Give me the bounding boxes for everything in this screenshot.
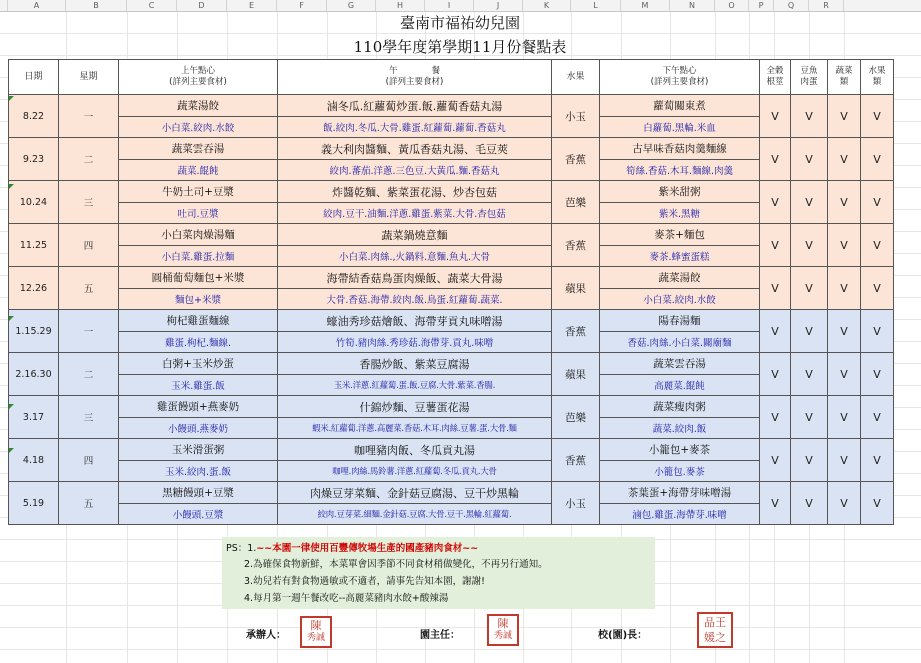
lunch-ingredients: 玉米.洋蔥.紅蘿蔔.蛋.飯.豆腐.大骨.紫菜.香腸. [278,375,552,396]
menu-row [9,396,894,418]
header-weekday: 星期 [59,60,119,95]
lunch-dish: 炸醬乾麵、紫菜蛋花湯、炒杏包菇 [278,181,552,203]
grid-line [0,649,921,650]
principal-seal: 品王 媛之 [697,612,733,648]
lunch-ingredients: 絞肉.蕃茄.洋蔥.三色豆.大黃瓜.麵.香菇丸 [278,160,552,181]
date-cell: 3.17 [9,396,59,439]
fruit-group-check: V [861,396,894,439]
am-snack-ingredients: 玉米.絞肉.蛋.飯 [119,461,278,482]
lunch-ingredients: 飯.絞肉.冬瓜.大骨.雞蛋.紅蘿蔔.蘿蔔.香菇丸 [278,117,552,138]
column-header-o[interactable]: O [715,0,749,11]
comment-marker-icon [9,404,14,409]
pm-snack-ingredients: 麥茶.蜂蜜蛋糕 [600,246,760,267]
header-fruit-group: 水果 類 [861,60,894,95]
weekday-cell: 二 [59,353,119,396]
weekday-cell: 一 [59,310,119,353]
fruit-cell: 芭樂 [552,396,600,439]
grains-check: V [760,482,791,525]
fruit-group-check: V [861,353,894,396]
grains-check: V [760,353,791,396]
column-header-p[interactable]: P [749,0,774,11]
grains-check: V [760,181,791,224]
grains-check: V [760,95,791,138]
pm-snack-ingredients: 白蘿蔔.黑輪.米血 [600,117,760,138]
am-snack-dish: 枸杞雞蛋麵線 [119,310,278,332]
date-cell: 9.23 [9,138,59,181]
weekday-cell: 二 [59,138,119,181]
menu-row [9,181,894,203]
am-snack-ingredients: 小饅頭.燕麥奶 [119,418,278,439]
protein-check: V [791,138,828,181]
menu-row [9,439,894,461]
am-snack-ingredients: 蔬菜.餛飩 [119,160,278,181]
lunch-ingredients: 咖哩.肉絲.馬鈴薯.洋蔥.紅蘿蔔.冬瓜.貢丸.大骨 [278,461,552,482]
column-header-i[interactable]: I [425,0,474,11]
note-2: 2.為確保食物新鮮，本菜單會因季節不同食材稍做變化，不再另行通知。 [244,559,548,570]
pm-snack-ingredients: 紫米.黑糖 [600,203,760,224]
protein-check: V [791,439,828,482]
am-snack-dish: 小白菜肉燥湯麵 [119,224,278,246]
grains-check: V [760,138,791,181]
pm-snack-dish: 蔬菜湯餃 [600,267,760,289]
header-date: 日期 [9,60,59,95]
menu-row [9,353,894,375]
am-snack-dish: 玉米滑蛋粥 [119,439,278,461]
pm-snack-dish: 小籠包+麥茶 [600,439,760,461]
column-header-k[interactable]: K [523,0,571,11]
date-cell: 4.18 [9,439,59,482]
fruit-group-check: V [861,267,894,310]
column-header-q[interactable]: Q [774,0,809,11]
weekday-cell: 五 [59,267,119,310]
weekday-cell: 三 [59,181,119,224]
menu-row [9,267,894,289]
pm-snack-ingredients: 蔬菜.絞肉.飯 [600,418,760,439]
protein-check: V [791,396,828,439]
lunch-ingredients: 絞肉.豆干.油麵.洋蔥.雞蛋.紫菜.大骨.杏包菇 [278,203,552,224]
pm-snack-ingredients: 小籠包.麥茶 [600,461,760,482]
fruit-cell: 芭樂 [552,181,600,224]
column-header-m[interactable]: M [621,0,670,11]
note-3: 3.幼兒若有對食物過敏或不適者，請事先告知本園，謝謝! [244,576,485,587]
am-snack-dish: 圓桶葡萄麵包+米漿 [119,267,278,289]
pm-snack-ingredients: 小白菜.絞肉.水餃 [600,289,760,310]
fruit-group-check: V [861,224,894,267]
am-snack-ingredients: 雞蛋.枸杞.麵線. [119,332,278,353]
lunch-ingredients: 大骨.香菇.海帶.絞肉.飯.鳥蛋.紅蘿蔔.蔬菜. [278,289,552,310]
header-pm-snack: 下午點心 (詳列主要食材) [600,60,760,95]
date-cell: 5.19 [9,482,59,525]
column-header-bar [0,0,921,12]
column-header-f[interactable]: F [277,0,327,11]
weekday-cell: 一 [59,95,119,138]
vegetables-check: V [828,138,861,181]
maker-label: 承辦人： [246,630,286,641]
protein-check: V [791,181,828,224]
pm-snack-dish: 茶葉蛋+海帶芽味噌湯 [600,482,760,504]
comment-marker-icon [9,448,14,453]
lunch-ingredients: 蝦米.紅蘿蔔.洋蔥.高麗菜.香菇.木耳.肉絲.豆薯.蛋.大骨.麵 [278,418,552,439]
comment-marker-icon [9,316,14,321]
grains-check: V [760,310,791,353]
school-name: 臺南市福祐幼兒園 [399,14,520,32]
lunch-dish: 義大利肉醬麵、黃瓜香菇丸湯、毛豆莢 [278,138,552,160]
comment-marker-icon [9,184,14,189]
director-label: 園主任： [420,630,460,641]
pm-snack-dish: 蔬菜瘦肉粥 [600,396,760,418]
am-snack-ingredients: 小饅頭.豆漿 [119,504,278,525]
fruit-cell: 香蕉 [552,439,600,482]
pm-snack-dish: 陽春湯麵 [600,310,760,332]
am-snack-dish: 蔬菜湯餃 [119,95,278,117]
vegetables-check: V [828,396,861,439]
header-vegetables: 蔬菜 類 [828,60,861,95]
lunch-dish: 咖哩豬肉飯、冬瓜貢丸湯 [278,439,552,461]
pm-snack-ingredients: 滷包.雞蛋.海帶芽.味噌 [600,504,760,525]
protein-check: V [791,482,828,525]
fruit-group-check: V [861,482,894,525]
pm-snack-dish: 古早味香菇肉羹麵線 [600,138,760,160]
menu-row [9,138,894,160]
weekday-cell: 三 [59,396,119,439]
header-am-snack: 上午點心 (詳列主要食材) [119,60,278,95]
pm-snack-ingredients: 高麗菜.餛飩 [600,375,760,396]
menu-row [9,310,894,332]
fruit-group-check: V [861,138,894,181]
am-snack-dish: 白粥+玉米炒蛋 [119,353,278,375]
column-header-g[interactable]: G [327,0,376,11]
menu-row [9,482,894,504]
lunch-ingredients: 絞肉.豆芽菜.細麵.金針菇.豆腐.大骨.豆干.黑輪.紅蘿蔔. [278,504,552,525]
column-header-j[interactable]: J [474,0,523,11]
maker-seal: 陳 秀誠 [300,616,332,648]
am-snack-ingredients: 小白菜.雞蛋.拉麵 [119,246,278,267]
column-header-d[interactable]: D [177,0,227,11]
am-snack-dish: 雞蛋饅頭+燕麥奶 [119,396,278,418]
fruit-cell: 蘋果 [552,353,600,396]
am-snack-dish: 牛奶土司+豆漿 [119,181,278,203]
menu-row [9,95,894,117]
weekday-cell: 五 [59,482,119,525]
am-snack-dish: 黑糖饅頭+豆漿 [119,482,278,504]
vegetables-check: V [828,224,861,267]
protein-check: V [791,267,828,310]
column-header-l[interactable]: L [571,0,621,11]
weekday-cell: 四 [59,439,119,482]
header-grains: 全穀 根莖 [760,60,791,95]
date-cell: 11.25 [9,224,59,267]
column-header-n[interactable]: N [670,0,715,11]
lunch-dish: 香腸炒飯、紫菜豆腐湯 [278,353,552,375]
date-cell: 1.15.29 [9,310,59,353]
am-snack-ingredients: 吐司.豆漿 [119,203,278,224]
vegetables-check: V [828,353,861,396]
lunch-ingredients: 竹筍.豬肉絲.秀珍菇.海帶芽.貢丸.味噌 [278,332,552,353]
lunch-dish: 蔬菜鍋燒意麵 [278,224,552,246]
header-lunch: 午 餐 (詳列主要食材) [278,60,552,95]
pm-snack-dish: 紫米甜粥 [600,181,760,203]
fruit-group-check: V [861,439,894,482]
pm-snack-ingredients: 香菇.肉絲.小白菜.關廟麵 [600,332,760,353]
grains-check: V [760,267,791,310]
lunch-dish: 滷冬瓜.紅蘿蔔炒蛋.飯.蘿蔔香菇丸湯 [278,95,552,117]
fruit-cell: 香蕉 [552,224,600,267]
pm-snack-dish: 麥茶+麵包 [600,224,760,246]
director-seal: 陳 秀誠 [487,614,519,646]
date-cell: 10.24 [9,181,59,224]
fruit-cell: 香蕉 [552,138,600,181]
protein-check: V [791,310,828,353]
pm-snack-dish: 蘿蔔關東煮 [600,95,760,117]
am-snack-dish: 蔬菜雲吞湯 [119,138,278,160]
menu-title: 110學年度第學期11月份餐點表 [353,38,567,56]
date-cell: 8.22 [9,95,59,138]
meal-table [8,59,894,525]
vegetables-check: V [828,267,861,310]
protein-check: V [791,224,828,267]
note-4: 4.每月第一週午餐改吃--高麗菜豬肉水餃+酸辣湯 [244,593,449,604]
grains-check: V [760,224,791,267]
vegetables-check: V [828,95,861,138]
header-protein: 豆魚 肉蛋 [791,60,828,95]
date-cell: 12.26 [9,267,59,310]
comment-marker-icon [9,96,14,101]
menu-row [9,224,894,246]
grains-check: V [760,439,791,482]
fruit-cell: 蘋果 [552,267,600,310]
am-snack-ingredients: 麵包+米漿 [119,289,278,310]
column-header-r[interactable]: R [809,0,844,11]
fruit-group-check: V [861,310,894,353]
fruit-cell: 香蕉 [552,310,600,353]
column-header-h[interactable]: H [376,0,425,11]
lunch-ingredients: 小白菜.肉絲.,火鍋料.意麵.魚丸.大骨 [278,246,552,267]
am-snack-ingredients: 玉米.雞蛋.飯 [119,375,278,396]
weekday-cell: 四 [59,224,119,267]
vegetables-check: V [828,310,861,353]
vegetables-check: V [828,482,861,525]
column-header-a[interactable]: A [8,0,66,11]
pm-snack-dish: 蔬菜雲吞湯 [600,353,760,375]
fruit-group-check: V [861,95,894,138]
header-fruit: 水果 [552,60,600,95]
column-header-e[interactable]: E [227,0,277,11]
protein-check: V [791,95,828,138]
pm-snack-ingredients: 筍絲.香菇.木耳.麵線.肉羹 [600,160,760,181]
note-1: PS：1.~~本園一律使用百豐傳牧場生產的國產豬肉食材~~ [226,543,479,554]
grid-line [0,627,921,628]
vegetables-check: V [828,181,861,224]
column-header-c[interactable]: C [127,0,177,11]
lunch-dish: 蠔油秀珍菇燴飯、海帶芽貢丸味噌湯 [278,310,552,332]
fruit-cell: 小玉 [552,95,600,138]
am-snack-ingredients: 小白菜.絞肉.水餃 [119,117,278,138]
notes-box [222,537,655,609]
column-header-b[interactable]: B [66,0,127,11]
fruit-cell: 小玉 [552,482,600,525]
fruit-group-check: V [861,181,894,224]
date-cell: 2.16.30 [9,353,59,396]
lunch-dish: 肉燥豆芽菜麵、金針菇豆腐湯、豆干炒黑輪 [278,482,552,504]
principal-label: 校(園)長： [598,630,648,641]
protein-check: V [791,353,828,396]
lunch-dish: 什錦炒麵、豆薯蛋花湯 [278,396,552,418]
vegetables-check: V [828,439,861,482]
lunch-dish: 海帶結香菇鳥蛋肉燥飯、蔬菜大骨湯 [278,267,552,289]
grains-check: V [760,396,791,439]
